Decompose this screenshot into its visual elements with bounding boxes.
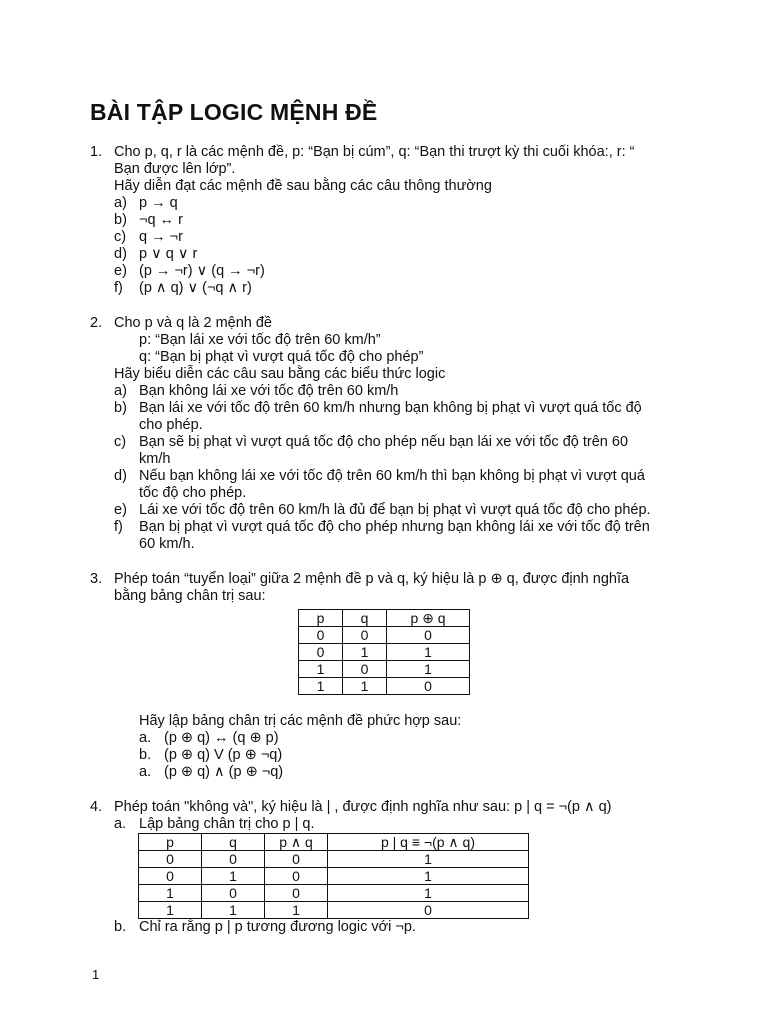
item-label: f) <box>114 519 123 535</box>
item-text: p ∨ q ∨ r <box>139 246 198 262</box>
item-text: (p ⊕ q) ∧ (p ⊕ ¬q) <box>164 764 284 780</box>
column-header: q <box>343 610 387 627</box>
table-cell: 0 <box>139 868 202 885</box>
list-item <box>114 502 690 519</box>
list-item <box>114 212 690 229</box>
column-header: p <box>299 610 343 627</box>
item-text: Bạn không lái xe với tốc độ trên 60 km/h <box>139 383 399 399</box>
column-header: p ∧ q <box>265 834 328 851</box>
sub-list <box>114 730 690 781</box>
question-4 <box>90 799 690 936</box>
item-text: 60 km/h. <box>139 536 195 552</box>
list-item <box>114 468 690 502</box>
column-header: p ⊕ q <box>387 610 470 627</box>
table-header-row <box>139 834 529 851</box>
table-cell: 0 <box>343 627 387 644</box>
list-item <box>139 747 690 764</box>
table-cell: 1 <box>139 902 202 919</box>
list-item <box>114 280 690 297</box>
table-cell: 0 <box>299 627 343 644</box>
question-3 <box>90 571 690 781</box>
item-label: c) <box>114 229 127 245</box>
item-text: Bạn bị phạt vì vượt quá tốc độ cho phép nhưng bạn không lái xe với tốc độ trên <box>139 519 650 535</box>
table-cell: 1 <box>328 851 529 868</box>
table-cell: 0 <box>202 885 265 902</box>
table-row <box>299 678 470 695</box>
table-cell: 1 <box>328 868 529 885</box>
item-label: a) <box>114 195 127 211</box>
table-cell: 0 <box>265 851 328 868</box>
item-label: d) <box>114 468 127 484</box>
question-text: Hãy diễn đạt các mệnh đề sau bằng các câu thông thường <box>114 178 492 194</box>
item-text: km/h <box>139 451 171 467</box>
question-text: Cho p, q, r là các mệnh đề, p: “Bạn bị cúm”, q: “Bạn thi trượt kỳ thi cuối khóa:, r: “ <box>114 144 635 160</box>
table-cell: 1 <box>299 661 343 678</box>
item-text: Nếu bạn không lái xe với tốc độ trên 60 km/h thì bạn không bị phạt vì vượt quá <box>139 468 645 484</box>
table-cell: 0 <box>265 868 328 885</box>
table-cell: 0 <box>343 661 387 678</box>
item-text: (p → ¬r) ∨ (q → ¬r) <box>139 263 265 279</box>
question-1 <box>90 144 690 297</box>
item-label: f) <box>114 280 123 296</box>
page-number: 1 <box>92 967 100 982</box>
list-item <box>139 730 690 747</box>
item-label: a. <box>139 764 152 780</box>
table-cell: 0 <box>139 851 202 868</box>
list-item <box>114 383 690 400</box>
question-text: Phép toán “tuyển loại” giữa 2 mệnh đề p và q, ký hiệu là p ⊕ q, được định nghĩa <box>114 571 630 587</box>
item-text: ¬q ↔ r <box>139 212 183 228</box>
question-instruction: Hãy lập bảng chân trị các mệnh đề phức hợp sau: <box>139 713 462 729</box>
question-instruction: Hãy biểu diễn các câu sau bằng các biểu thức logic <box>114 366 446 382</box>
table-cell: 1 <box>387 661 470 678</box>
table-cell: 1 <box>343 644 387 661</box>
question-number: 3. <box>90 571 103 587</box>
item-label: b) <box>114 400 127 416</box>
table-cell: 0 <box>299 644 343 661</box>
document-title: BÀI TẬP LOGIC MỆNH ĐỀ <box>90 99 378 125</box>
table-row <box>139 885 529 902</box>
item-text: q → ¬r <box>139 229 183 245</box>
item-text: Bạn sẽ bị phạt vì vượt quá tốc độ cho phép nếu bạn lái xe với tốc độ trên 60 <box>139 434 629 450</box>
table-cell: 1 <box>328 885 529 902</box>
table-row <box>299 644 470 661</box>
document-page <box>90 98 690 954</box>
item-label: c) <box>114 434 127 450</box>
question-number: 2. <box>90 315 103 331</box>
item-label: a) <box>114 383 127 399</box>
nand-truth-table <box>138 833 529 919</box>
item-text: Lập bảng chân trị cho p | q. <box>139 816 315 832</box>
table-header-row <box>299 610 470 627</box>
list-item <box>114 400 690 434</box>
list-item <box>139 764 690 781</box>
table-row <box>139 902 529 919</box>
item-text: p → q <box>139 195 178 211</box>
table-cell: 1 <box>202 902 265 919</box>
item-text: cho phép. <box>139 417 203 433</box>
proposition-q-definition: q: “Bạn bị phạt vì vượt quá tốc độ cho phép” <box>139 349 424 365</box>
question-text: Cho p và q là 2 mệnh đề <box>114 315 272 331</box>
list-item <box>114 263 690 280</box>
item-label: b. <box>114 919 127 935</box>
item-label: a. <box>139 730 152 746</box>
item-text: Bạn lái xe với tốc độ trên 60 km/h nhưng bạn không bị phạt vì vượt quá tốc độ <box>139 400 642 416</box>
table-row <box>299 661 470 678</box>
item-text: (p ∧ q) ∨ (¬q ∧ r) <box>139 280 252 296</box>
item-label: e) <box>114 263 127 279</box>
list-item <box>114 919 690 936</box>
item-label: e) <box>114 502 127 518</box>
question-number: 1. <box>90 144 103 160</box>
list-item <box>114 195 690 212</box>
table-cell: 1 <box>299 678 343 695</box>
item-text: (p ⊕ q) ↔ (q ⊕ p) <box>164 730 279 746</box>
table-cell: 0 <box>328 902 529 919</box>
item-text: (p ⊕ q) V (p ⊕ ¬q) <box>164 747 283 763</box>
list-item <box>114 816 690 833</box>
item-label: b. <box>139 747 152 763</box>
question-text: Bạn được lên lớp”. <box>114 161 236 177</box>
list-item <box>114 229 690 246</box>
table-row <box>139 868 529 885</box>
spacer <box>114 695 690 713</box>
item-label: d) <box>114 246 127 262</box>
item-text: Lái xe với tốc độ trên 60 km/h là đủ để bạn bị phạt vì vượt quá tốc độ cho phép. <box>139 502 651 518</box>
item-text: tốc độ cho phép. <box>139 485 247 501</box>
table-cell: 1 <box>265 902 328 919</box>
table-cell: 0 <box>387 627 470 644</box>
question-2 <box>90 315 690 553</box>
table-row <box>299 627 470 644</box>
column-header: q <box>202 834 265 851</box>
column-header: p <box>139 834 202 851</box>
column-header: p | q ≡ ¬(p ∧ q) <box>328 834 529 851</box>
question-text: Phép toán "không và", ký hiệu là | , được định nghĩa như sau: p | q = ¬(p ∧ q) <box>114 799 612 815</box>
table-cell: 0 <box>265 885 328 902</box>
question-text: bằng bảng chân trị sau: <box>114 588 266 604</box>
question-number: 4. <box>90 799 103 815</box>
table-cell: 1 <box>387 644 470 661</box>
table-cell: 0 <box>387 678 470 695</box>
table-cell: 1 <box>202 868 265 885</box>
xor-truth-table <box>298 609 470 695</box>
item-label: a. <box>114 816 127 832</box>
table-row <box>139 851 529 868</box>
list-item <box>114 246 690 263</box>
list-item <box>114 434 690 468</box>
proposition-p-definition: p: “Bạn lái xe với tốc độ trên 60 km/h” <box>139 332 381 348</box>
item-text: Chỉ ra rằng p | p tương đương logic với ¬p. <box>139 919 416 935</box>
table-cell: 1 <box>139 885 202 902</box>
table-cell: 1 <box>343 678 387 695</box>
list-item <box>114 519 690 553</box>
table-cell: 0 <box>202 851 265 868</box>
item-label: b) <box>114 212 127 228</box>
